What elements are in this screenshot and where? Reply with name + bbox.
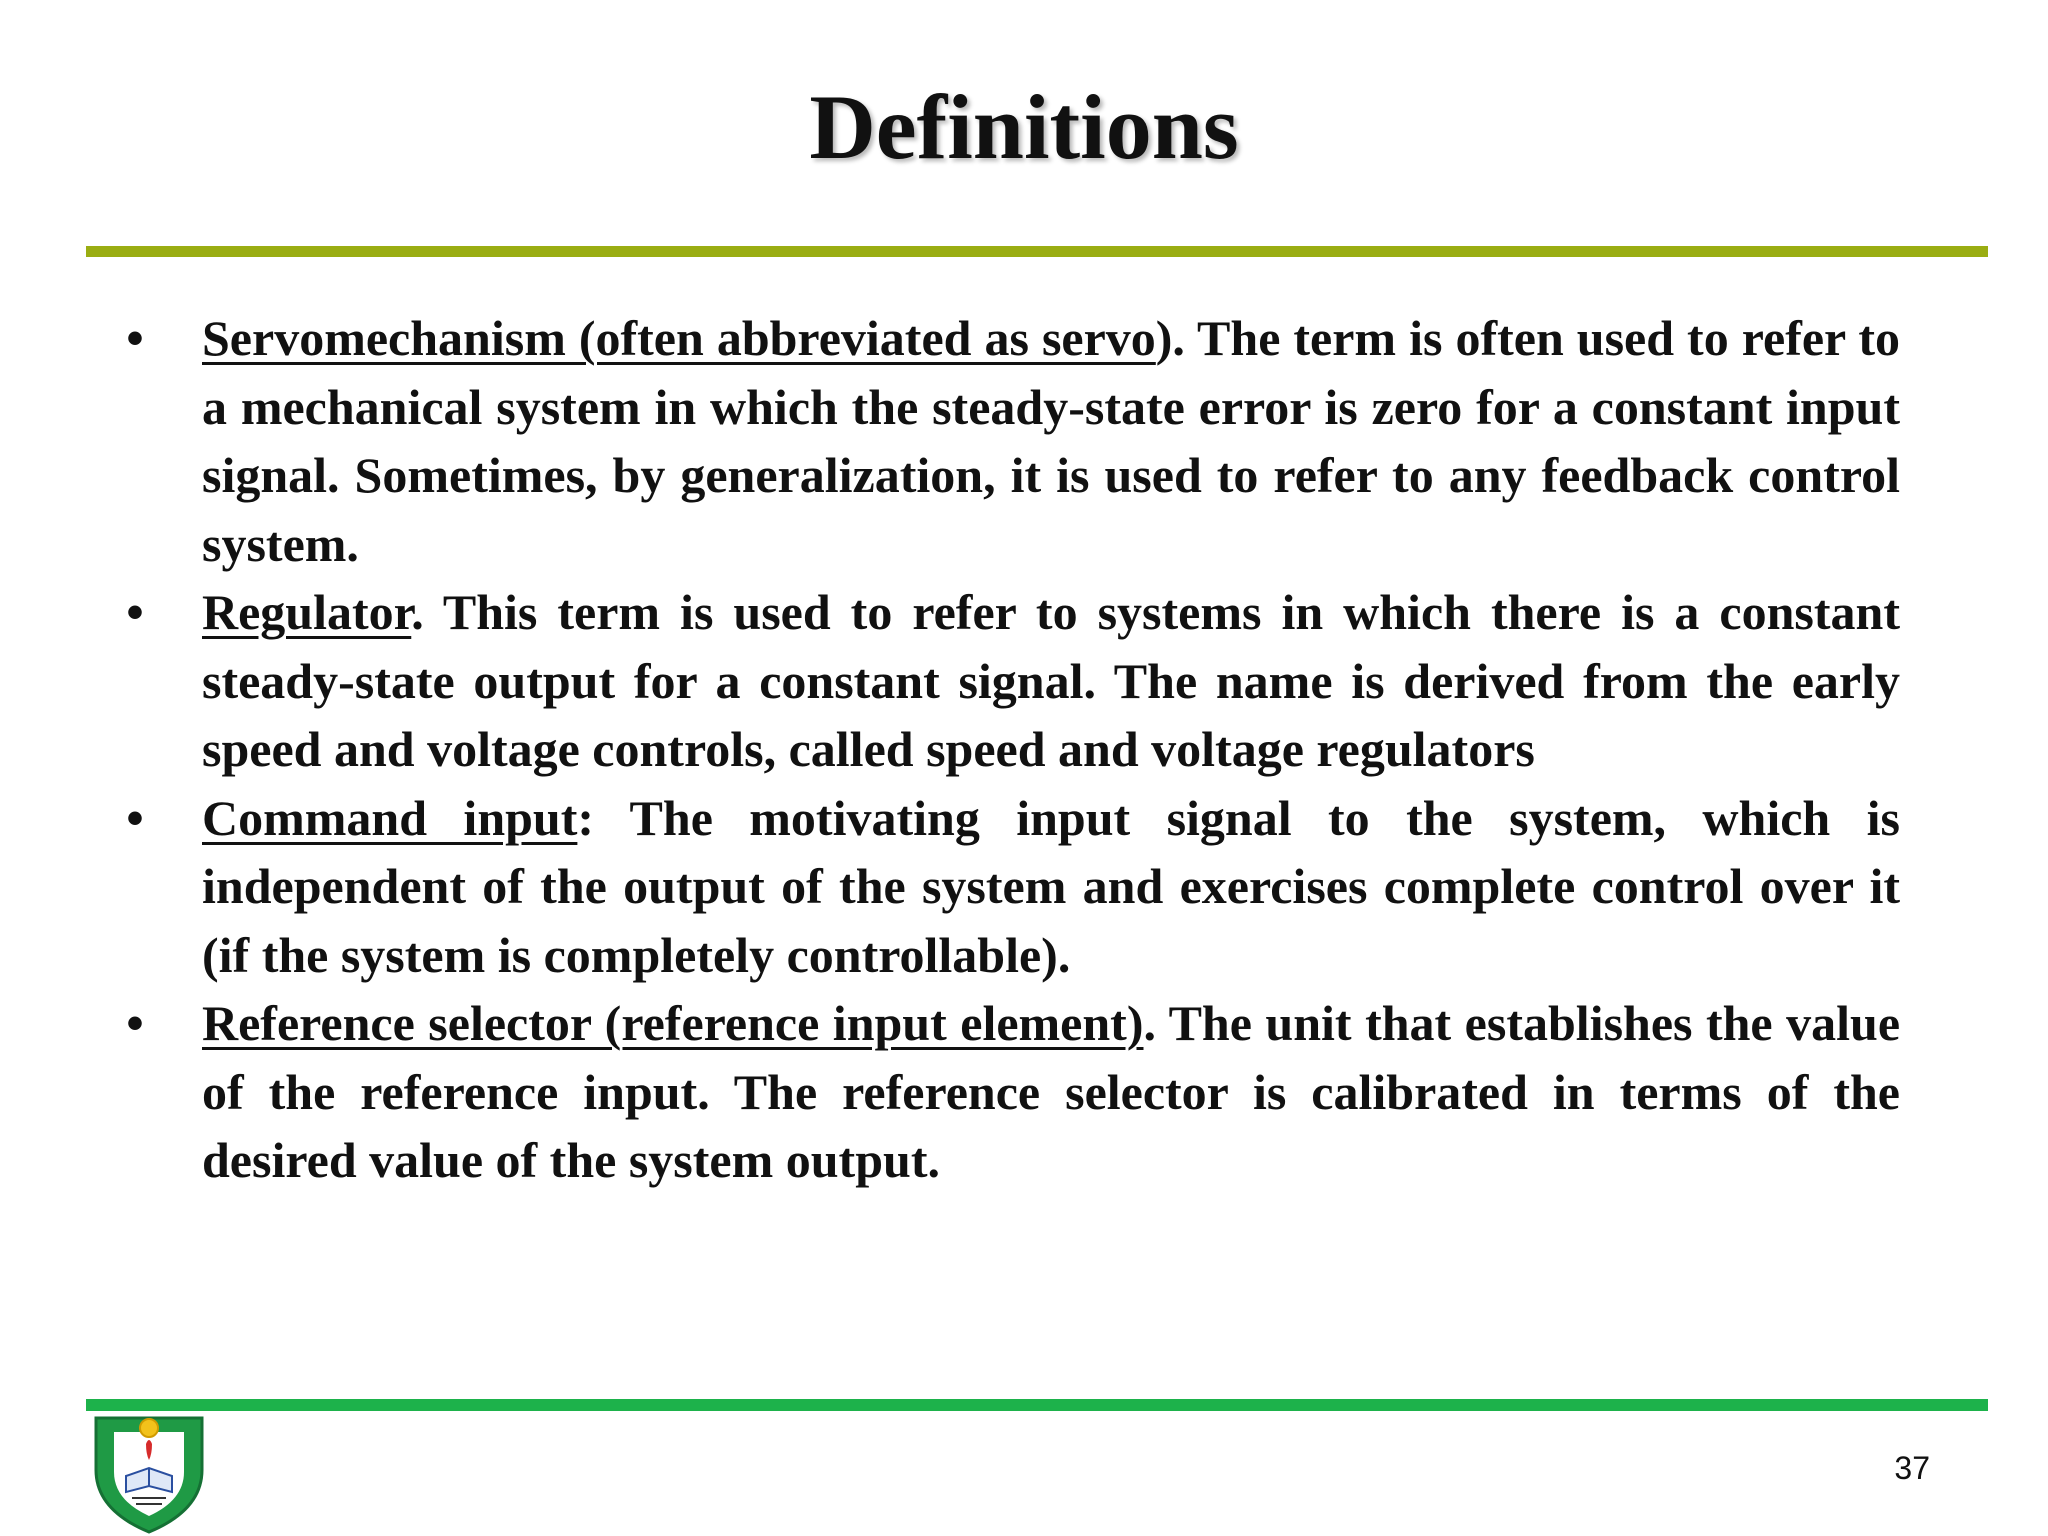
definition-list xyxy=(120,304,1900,1195)
slide-title: Definitions xyxy=(809,76,1239,178)
definition-term: Servomechanism (often abbreviated as servo xyxy=(202,310,1156,366)
definition-text: . This term is used to refer to systems in which there is a constant steady-state output for a constant signal. The name is derived from the early speed and voltage controls, called speed and voltage regulators xyxy=(202,584,1900,777)
page-number: 37 xyxy=(1894,1450,1930,1486)
bullet-icon: • xyxy=(126,310,144,366)
definition-item-reference-selector xyxy=(120,989,1900,1195)
definition-text: : The motivating input signal to the system, which is independent of the output of the system and exercises complete control over it (if the system is completely controllable). xyxy=(202,789,1900,983)
definition-text: ). The term is often used to refer to a mechanical system in which the steady-state error is zero for a constant input signal. Sometimes, by generalization, it is used to refer to any feedback control system. xyxy=(202,310,1900,572)
definition-item-command-input xyxy=(120,784,1900,990)
bullet-icon: • xyxy=(126,995,144,1051)
definition-text: . The unit that establishes the value of the reference input. The reference selector is calibrated in terms of the desired value of the system output. xyxy=(202,995,1901,1188)
definition-item-regulator xyxy=(120,578,1900,784)
definition-term: Command input xyxy=(202,789,578,846)
top-divider xyxy=(86,246,1988,257)
definition-term: Reference selector (reference input element) xyxy=(202,995,1144,1051)
definition-item-servomechanism xyxy=(120,304,1900,578)
university-crest-icon xyxy=(86,1410,212,1536)
definition-term: Regulator xyxy=(202,584,412,640)
bottom-divider xyxy=(86,1399,1988,1411)
bullet-icon: • xyxy=(126,584,144,640)
bullet-icon: • xyxy=(126,789,144,846)
